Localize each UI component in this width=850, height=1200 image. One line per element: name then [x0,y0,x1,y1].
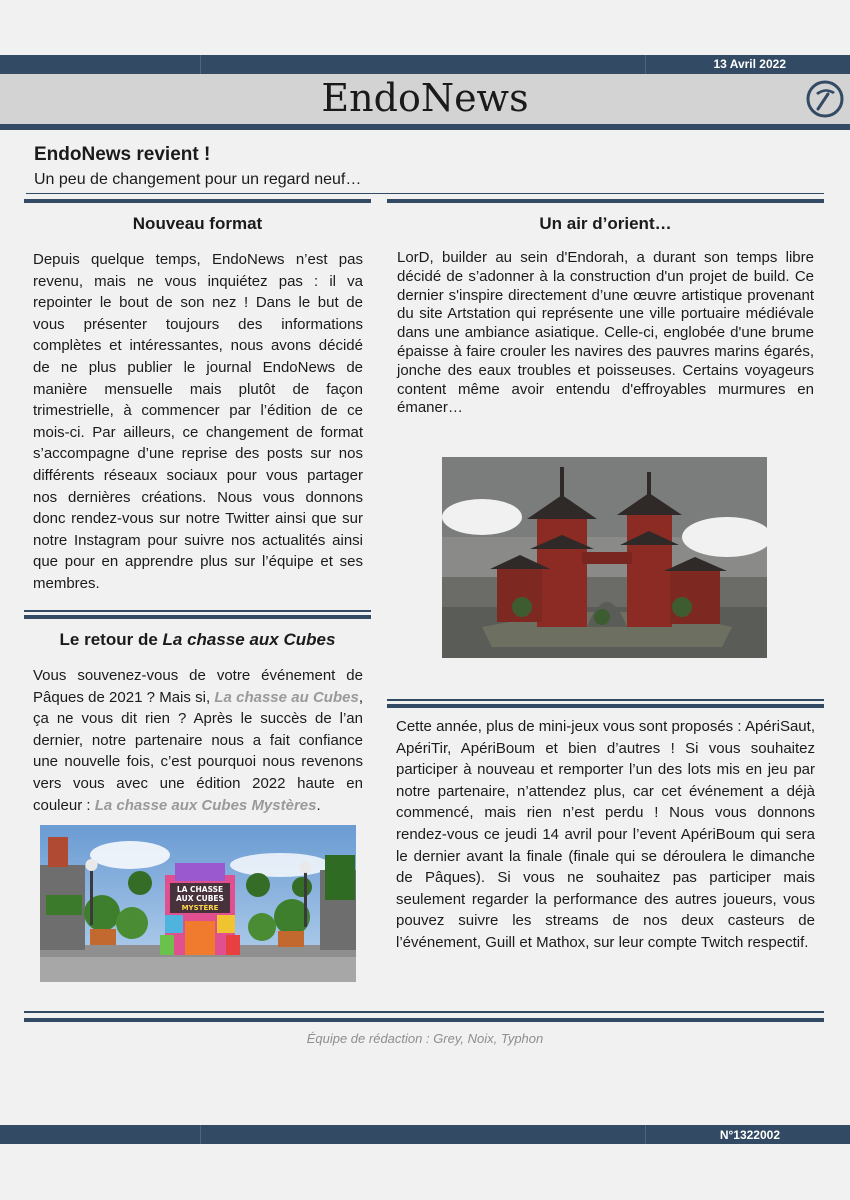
oriental-build-screenshot [442,457,767,658]
masthead-underline [0,124,850,130]
section-title-prefix: Le retour de [59,630,163,649]
article-nouveau-format-body: Depuis quelque temps, EndoNews n’est pas revenu, mais ne vous inquiétez pas : il va repointer le bout de son nez ! Dans le but de vous présenter toujours des informations complètes et intéressantes, nous avons décidé de ne plus publier le journal EndoNews de manière mensuelle mais plutôt de façon trimestrielle, à commencer par l’édition de ce mois-ci. Par ailleurs, ce changement de format s’accompagne d’une reprise des posts sur nos différents réseaux sociaux pour vous partager nos dernières créations. Nous vous donnons donc rendez-vous sur notre Twitter ainsi que sur notre Instagram pour suivre nos actualités ainsi que pour en apprendre plus sur l’équipe et ses membres. [33,251,363,592]
lead-headline: EndoNews revient ! [34,144,211,165]
top-bar-divider [200,55,201,74]
article-mini-jeux-body: Cette année, plus de mini-jeux vous sont proposés : ApériSaut, ApériTir, ApériBoum et bien d’autres ! Si vous souhaitez participer à nouveau et remporter l’un des lots mis en jeu par notre partenaire, n’attendez plus, car cet événement a déjà commencé, mais rien n’est perdu ! Nous vous donnons rendez-vous ce jeudi 14 avril pour l’event ApériBoum qui sera le dernier avant la finale (finale qui se déroulera le dimanche de Pâques). Si vous ne souhaitez pas participer mais seulement regarder la performance des autres joueurs, vous pouvez suivre les streams de nos deux casteurs de l’événement, Guill et Mathox, sur leur compte Twitch respectif. [396,718,815,951]
footer-rule-thin [24,1011,824,1013]
article-text: , ça ne vous dit rien ? Après le succès de l’an dernier, notre partenaire nous a fait confiance une nouvelle fois, c’est pourquoi nous revenons vers vous avec une édition 2022 haute en couleur : [33,688,363,814]
article-text: . [316,796,321,814]
section-title-nouveau-format: Nouveau format [132,214,263,233]
issue-number: N°1322002 [719,1128,780,1142]
lead-subheadline: Un peu de changement pour un regard neuf… [34,171,362,188]
event-name-2021: La chasse au Cubes [214,688,359,706]
section-title-air-d-orient: Un air d’orient… [539,214,672,233]
article-chasse-aux-cubes-body [33,665,363,816]
section-separator [24,610,371,620]
bottom-bar-divider [200,1125,201,1144]
section-title-italic: La chasse aux Cubes [162,630,336,649]
issue-date: 13 Avril 2022 [713,57,786,71]
chasse-aux-cubes-image [40,825,356,982]
section-title-chasse-aux-cubes [24,630,371,650]
banner-line-2: AUX CUBES [176,894,224,903]
pickaxe-icon [806,80,844,118]
event-name-2022: La chasse aux Cubes Mystères [94,796,317,814]
lead-divider [26,193,824,194]
footer-rule-thick [24,1018,824,1022]
banner-line-1: LA CHASSE [176,885,224,894]
banner-line-3: MYSTÈRE [181,904,219,912]
top-bar-divider [645,55,646,74]
chasse-aux-cubes-screenshot [40,825,356,982]
right-column-rule [387,199,824,203]
masthead [0,74,850,124]
bottom-bar [0,1125,850,1144]
left-column-rule [24,199,371,203]
section-separator [387,699,824,709]
top-bar [0,55,850,74]
bottom-bar-divider [645,1125,646,1144]
newspaper-title: EndoNews [321,76,529,120]
oriental-build-image [442,457,767,658]
article-text: Vous souvenez-vous de votre événement de Pâques de 2021 ? Mais si, [33,667,363,706]
article-air-d-orient-body: LorD, builder au sein d'Endorah, a durant son temps libre décidé de s’adonner à la construction d'un projet de build. Ce dernier s'inspire directement d’une œuvre artistique provenant du site Artstation qui représente une ville portuaire médiévale dans une ambiance asiatique. Celle-ci, englobée d'une brume épaisse à faire crouler les navires des pauvres marins égarés, jonche des eaux troubles et poisseuses. Certains voyageurs content même avoir entendu d'effroyables murmures en émaner… [397,249,814,417]
editorial-credits: Équipe de rédaction : Grey, Noix, Typhon [306,1031,544,1046]
